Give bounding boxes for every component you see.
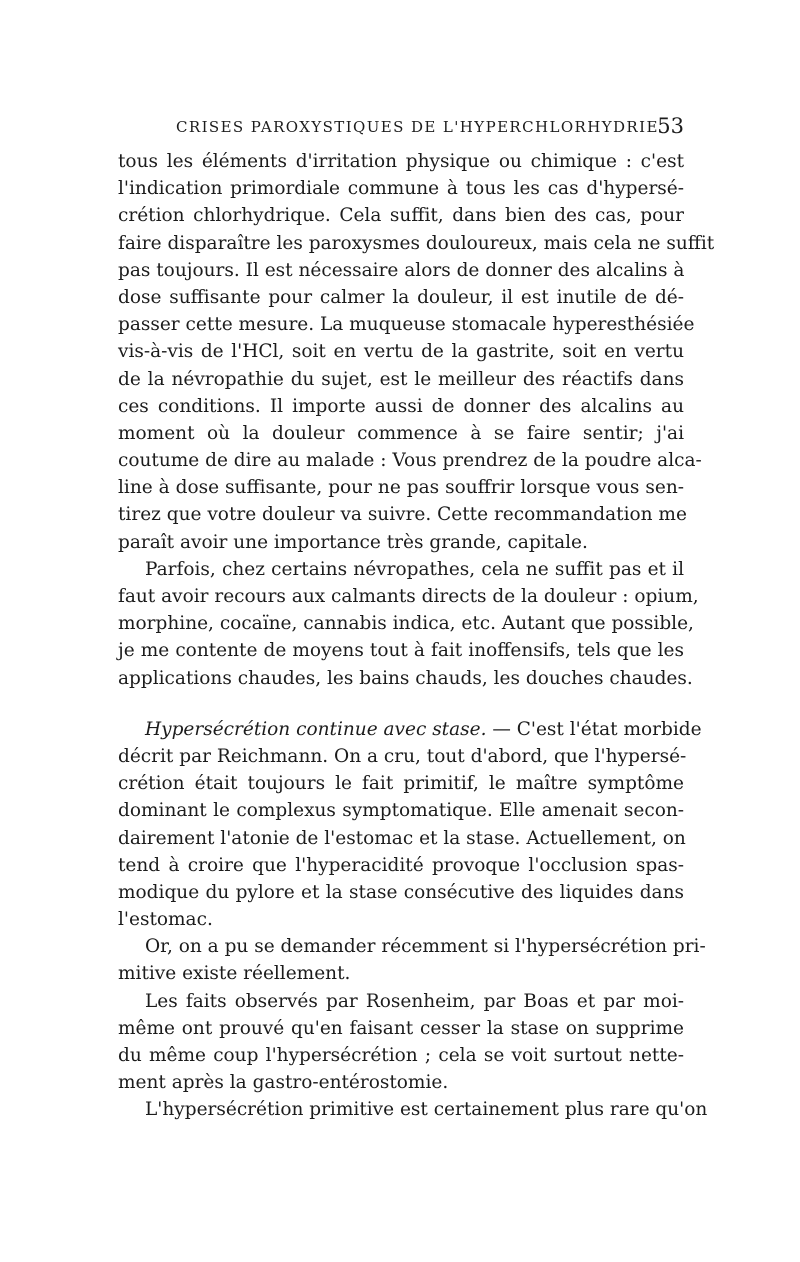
text-line: pas toujours. Il est nécessaire alors de donner des alcalins à bbox=[118, 259, 685, 281]
text-line: ment après la gastro-entérostomie. bbox=[118, 1072, 449, 1094]
text-line: paraît avoir une importance très grande, capitale. bbox=[118, 531, 588, 553]
text-line: du même coup l'hypersécrétion ; cela se voit surtout nette- bbox=[118, 1045, 684, 1066]
paragraph-question bbox=[118, 933, 706, 987]
text-line: dominant le complexus symptomatique. Elle amenait secon- bbox=[118, 800, 684, 822]
running-title: CRISES PAROXYSTIQUES DE L'HYPERCHLORHYDRIE bbox=[176, 118, 659, 136]
text-line: modique du pylore et la stase consécutive des liquides dans bbox=[118, 881, 684, 903]
body-text bbox=[118, 148, 715, 1124]
text-line: ces conditions. Il importe aussi de donner des alcalins au bbox=[118, 395, 684, 417]
text-line: coutume de dire au malade : Vous prendrez de la poudre alca- bbox=[118, 450, 702, 472]
running-head bbox=[118, 114, 684, 140]
text-line: dose suffisante pour calmer la douleur, il est inutile de dé- bbox=[118, 286, 684, 308]
paragraph-hypersecretion-stase bbox=[118, 716, 702, 934]
text-line: tend à croire que l'hyperacidité provoque l'occlusion spas- bbox=[118, 854, 684, 876]
text-line: Or, on a pu se demander récemment si l'hypersécrétion pri- bbox=[145, 936, 706, 958]
text-line: moment où la douleur commence à se faire sentir; j'ai bbox=[118, 422, 684, 444]
text-line: Parfois, chez certains névropathes, cela ne suffit pas et il bbox=[145, 558, 684, 580]
text-line: tirez que votre douleur va suivre. Cette recommandation me bbox=[118, 504, 687, 526]
section-gap bbox=[118, 692, 684, 716]
text-line: L'hypersécrétion primitive est certainement plus rare qu'on bbox=[145, 1099, 708, 1121]
text-line: dairement l'atonie de l'estomac et la stase. Actuellement, on bbox=[118, 827, 686, 849]
text-line: l'indication primordiale commune à tous les cas d'hypersé- bbox=[118, 178, 684, 200]
text-line: tous les éléments d'irritation physique ou chimique : c'est bbox=[118, 151, 684, 172]
text-line: faut avoir recours aux calmants directs de la douleur : opium, bbox=[118, 586, 699, 607]
paragraph-faits-observes bbox=[118, 988, 684, 1097]
text-line: l'estomac. bbox=[118, 909, 213, 931]
text-line: vis-à-vis de l'HCl, soit en vertu de la gastrite, soit en vertu bbox=[118, 341, 684, 363]
text-line: crétion chlorhydrique. Cela suffit, dans bien des cas, pour bbox=[118, 205, 684, 227]
heading-line-rest: — C'est l'état morbide bbox=[486, 718, 702, 740]
paragraph-primitive bbox=[118, 1096, 708, 1123]
text-line bbox=[118, 716, 702, 743]
text-line: décrit par Reichmann. On a cru, tout d'abord, que l'hypersé- bbox=[118, 745, 687, 767]
text-line: faire disparaître les paroxysmes douloureux, mais cela ne suffit bbox=[118, 232, 715, 254]
text-line: même ont prouvé qu'en faisant cesser la stase on supprime bbox=[118, 1017, 684, 1039]
text-line: morphine, cocaïne, cannabis indica, etc. Autant que possible, bbox=[118, 613, 694, 635]
section-heading: Hypersécrétion continue avec stase. bbox=[145, 718, 487, 740]
text-line: de la névropathie du sujet, est le meilleur des réactifs dans bbox=[118, 368, 684, 390]
paragraph-calmants bbox=[118, 556, 699, 692]
page-number: 53 bbox=[657, 114, 684, 138]
text-line: je me contente de moyens tout à fait inoffensifs, tels que les bbox=[118, 640, 684, 662]
text-line: passer cette mesure. La muqueuse stomacale hyperesthésiée bbox=[118, 314, 695, 336]
text-line: Les faits observés par Rosenheim, par Boas et par moi- bbox=[145, 990, 684, 1012]
text-line: applications chaudes, les bains chauds, les douches chaudes. bbox=[118, 667, 693, 689]
text-line: mitive existe réellement. bbox=[118, 963, 351, 985]
text-line: line à dose suffisante, pour ne pas souffrir lorsque vous sen- bbox=[118, 477, 684, 499]
paragraph-continuation bbox=[118, 148, 715, 556]
text-line: crétion était toujours le fait primitif, le maître symptôme bbox=[118, 773, 684, 795]
